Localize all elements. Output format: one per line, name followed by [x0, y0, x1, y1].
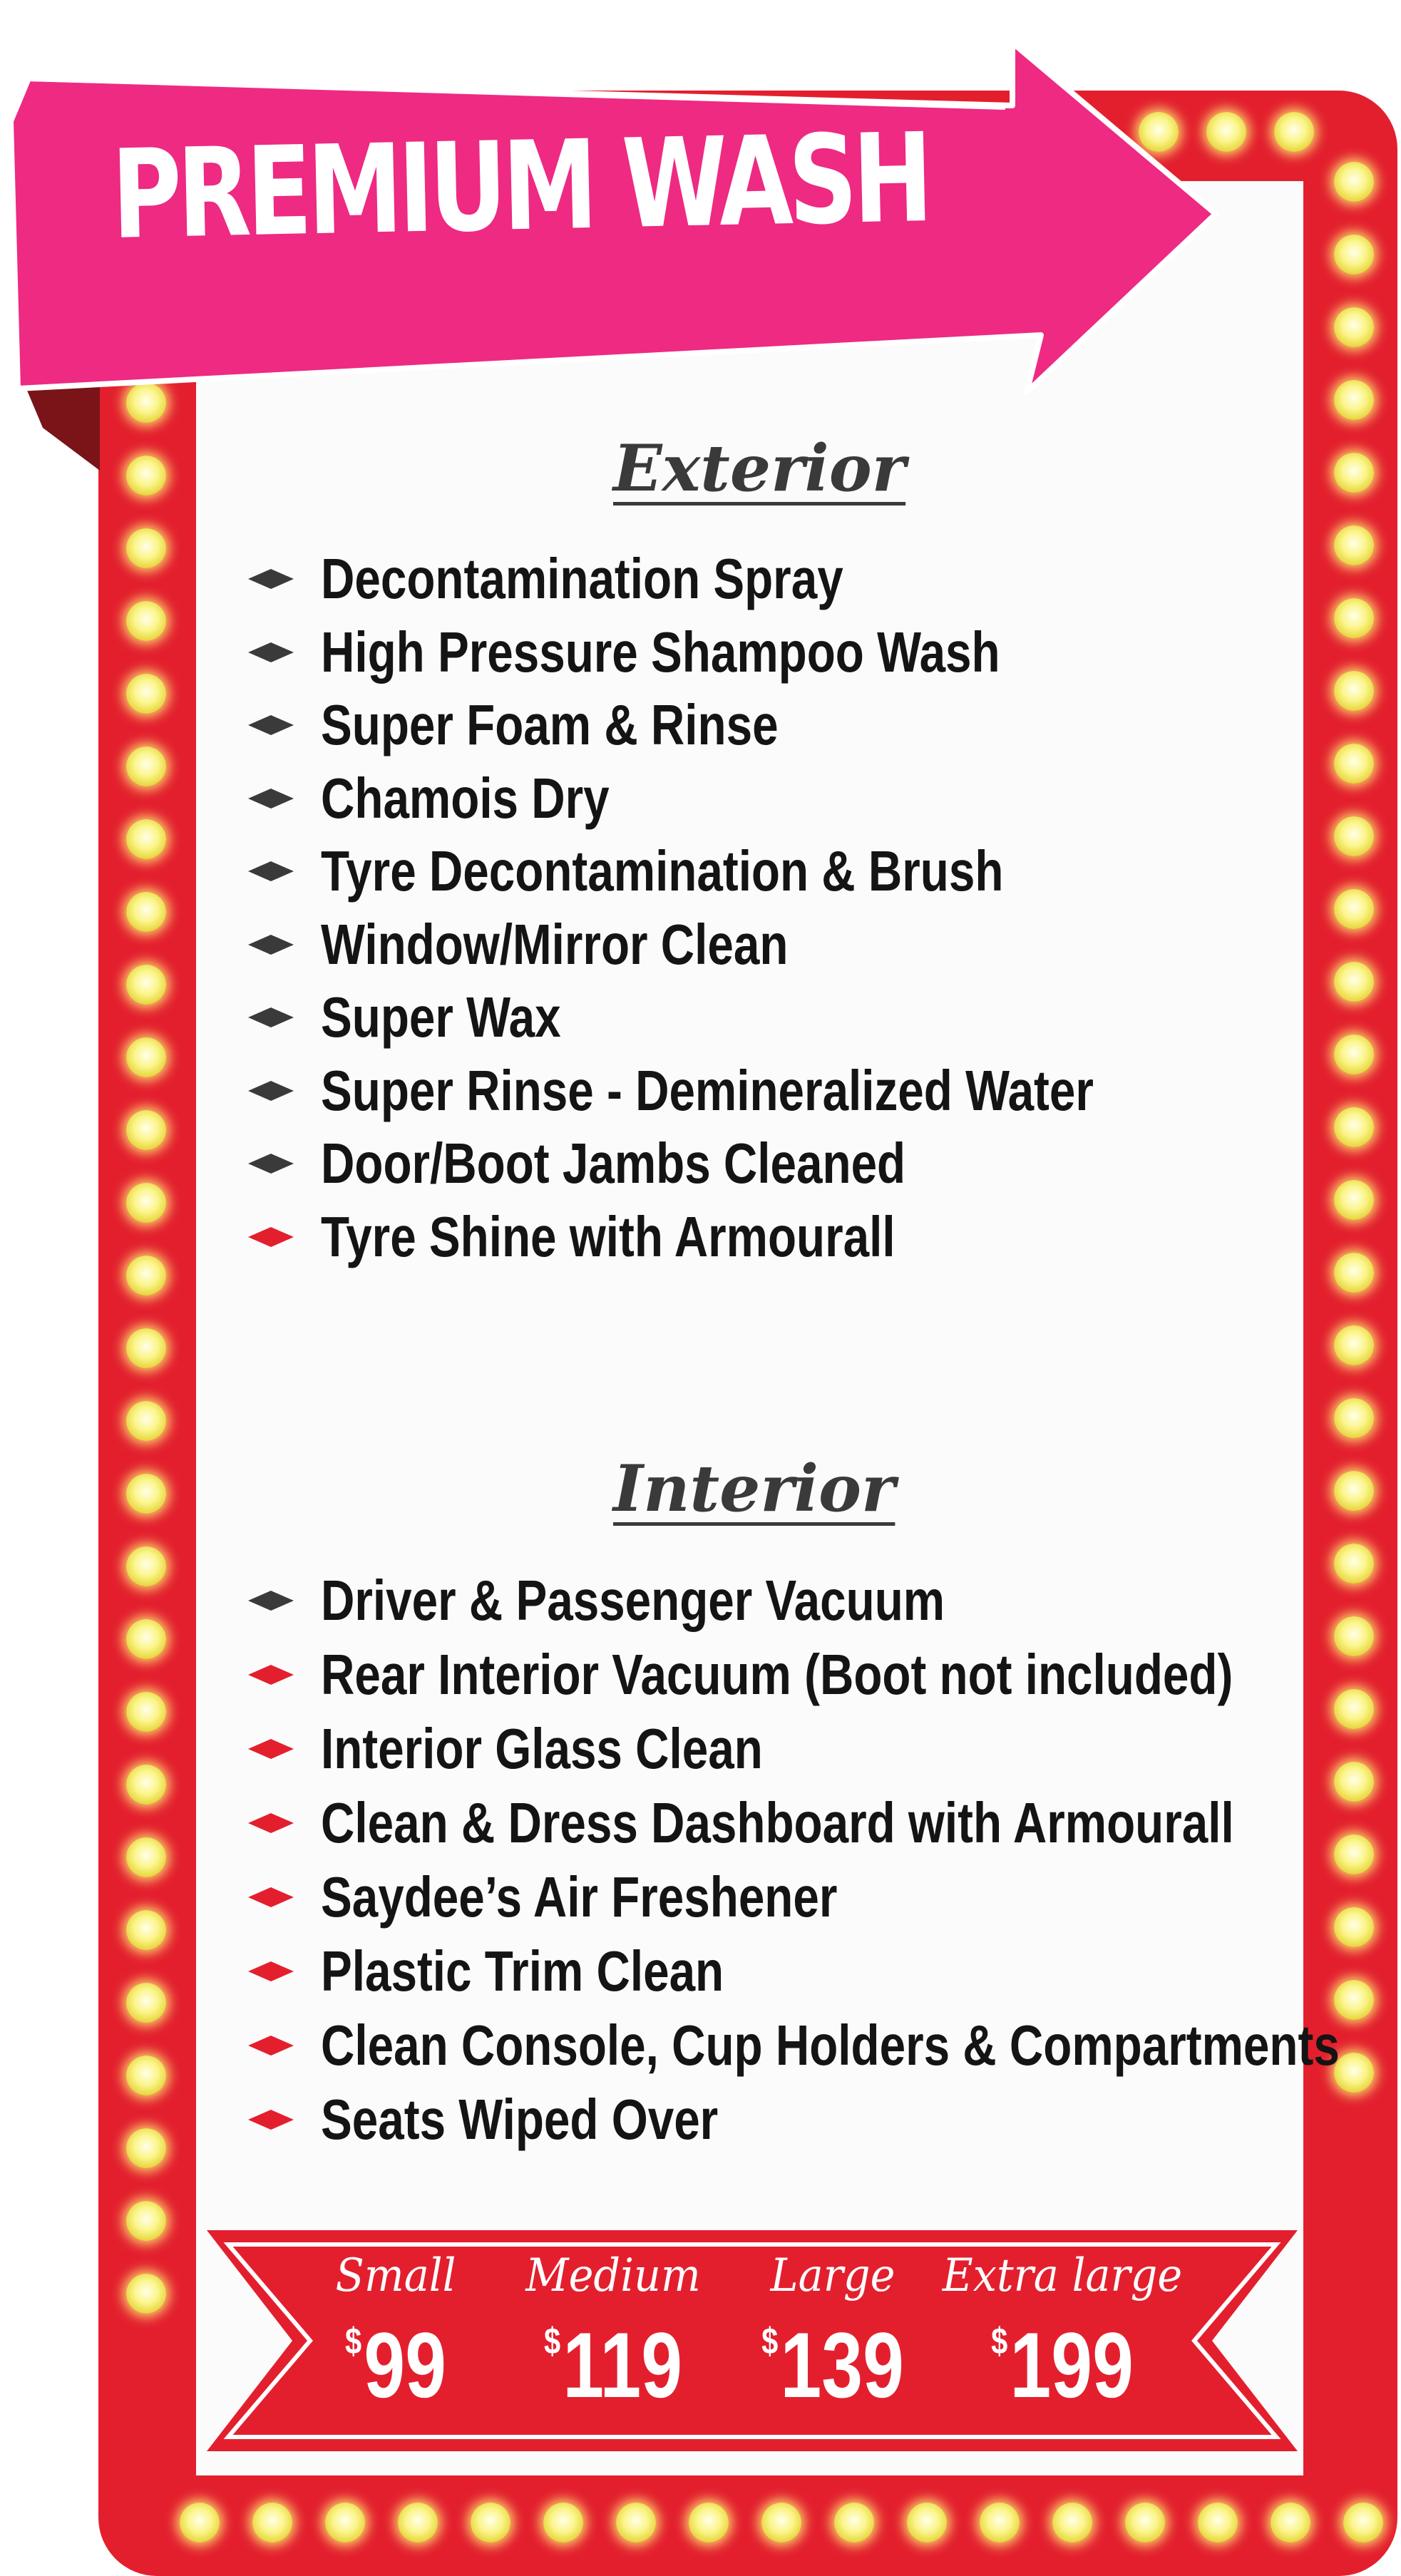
price-amount: $199 — [991, 2313, 1134, 2417]
diamond-bullet-icon — [248, 1007, 294, 1027]
marquee-bulb — [1334, 1180, 1374, 1220]
interior-item-label: Seats Wiped Over — [321, 2088, 719, 2151]
exterior-item-label: High Pressure Shampoo Wash — [321, 620, 1000, 684]
marquee-bulb — [543, 2503, 583, 2542]
interior-item-label: Interior Glass Clean — [321, 1717, 763, 1780]
marquee-bulb — [1334, 1834, 1374, 1874]
exterior-list-item — [0, 1128, 1212, 1199]
marquee-bulb — [1271, 2503, 1310, 2542]
marquee-bulb — [1274, 112, 1314, 152]
interior-list-item — [0, 1936, 1212, 2007]
marquee-bulb — [980, 2503, 1020, 2542]
exterior-item-label: Door/Boot Jambs Cleaned — [321, 1132, 906, 1195]
marquee-bulb — [1052, 2503, 1092, 2542]
exterior-item-label: Super Wax — [321, 985, 561, 1049]
exterior-item-label: Super Foam & Rinse — [321, 693, 779, 756]
marquee-bulb — [1125, 2503, 1165, 2542]
marquee-bulb — [1334, 598, 1374, 638]
marquee-bulb — [1334, 525, 1374, 565]
marquee-bulb — [398, 2503, 438, 2542]
currency-symbol: $ — [543, 2321, 561, 2362]
diamond-bullet-icon — [248, 1591, 294, 1611]
exterior-list-item — [0, 1055, 1212, 1127]
exterior-list-item — [0, 689, 1212, 761]
marquee-bulb — [126, 1328, 166, 1368]
marquee-bulb — [325, 2503, 365, 2542]
currency-symbol: $ — [344, 2321, 362, 2362]
interior-list-item — [0, 1565, 1212, 1636]
marquee-bulb — [1334, 962, 1374, 1002]
marquee-bulb — [1334, 453, 1374, 493]
page-title: PREMIUM WASH — [110, 106, 930, 267]
diamond-bullet-icon — [248, 2110, 294, 2130]
exterior-list-item — [0, 543, 1212, 615]
diamond-bullet-icon — [248, 642, 294, 662]
diamond-bullet-icon — [248, 1665, 294, 1685]
marquee-bulb — [834, 2503, 874, 2542]
marquee-bulb — [1198, 2503, 1238, 2542]
marquee-bulb — [689, 2503, 729, 2542]
marquee-bulb — [1334, 162, 1374, 202]
marquee-bulb — [1334, 235, 1374, 274]
interior-item-label: Rear Interior Vacuum (Boot not included) — [321, 1643, 1233, 1706]
interior-item-label: Clean Console, Cup Holders & Compartments — [321, 2013, 1340, 2077]
marquee-bulb — [761, 2503, 801, 2542]
exterior-item-label: Tyre Shine with Armourall — [321, 1204, 895, 1268]
diamond-bullet-icon — [248, 1739, 294, 1759]
interior-item-label: Saydee’s Air Freshener — [321, 1865, 838, 1929]
diamond-bullet-icon — [248, 1081, 294, 1101]
marquee-bulb — [907, 2503, 947, 2542]
marquee-bulb — [126, 1401, 166, 1441]
marquee-bulb — [126, 2274, 166, 2314]
marquee-bulb — [1334, 816, 1374, 856]
interior-list-item — [0, 1787, 1234, 1859]
interior-heading: Interior — [613, 1451, 895, 1526]
exterior-item-label: Chamois Dry — [321, 766, 610, 830]
marquee-bulb — [1334, 2053, 1374, 2093]
marquee-bulb — [1334, 1107, 1374, 1147]
marquee-bulb — [1334, 1544, 1374, 1584]
interior-list-item — [0, 1713, 1212, 1785]
marquee-bulb — [1334, 1471, 1374, 1511]
marquee-bulb — [1334, 1035, 1374, 1074]
exterior-heading: Exterior — [613, 431, 906, 506]
price-amount: $99 — [344, 2313, 447, 2417]
diamond-bullet-icon — [248, 715, 294, 735]
price-size-label: Small — [335, 2249, 456, 2302]
interior-list-item — [0, 2084, 1212, 2155]
interior-item-label: Driver & Passenger Vacuum — [321, 1569, 945, 1632]
price-size-label: Large — [770, 2249, 895, 2302]
price-amount: $119 — [543, 2313, 683, 2417]
marquee-bulb — [1334, 1325, 1374, 1365]
marquee-bulb — [1334, 889, 1374, 929]
diamond-bullet-icon — [248, 2036, 294, 2056]
currency-symbol: $ — [761, 2321, 779, 2362]
diamond-bullet-icon — [248, 1961, 294, 1981]
exterior-list-item — [0, 982, 1212, 1053]
exterior-item-label: Tyre Decontamination & Brush — [321, 839, 1004, 903]
marquee-bulb — [252, 2503, 292, 2542]
marquee-bulb — [1334, 307, 1374, 347]
exterior-item-label: Decontamination Spray — [321, 547, 843, 610]
diamond-bullet-icon — [248, 569, 294, 589]
price-amount: $139 — [761, 2313, 904, 2417]
exterior-item-label: Super Rinse - Demineralized Water — [321, 1058, 1094, 1122]
interior-item-label: Clean & Dress Dashboard with Armourall — [321, 1791, 1234, 1854]
marquee-bulb — [1334, 1616, 1374, 1656]
marquee-bulb — [1334, 1907, 1374, 1947]
interior-list-item — [0, 1862, 1212, 1933]
exterior-list-item — [0, 909, 1212, 980]
diamond-bullet-icon — [248, 1154, 294, 1174]
marquee-bulb — [1334, 1398, 1374, 1438]
interior-list-item — [0, 1639, 1233, 1710]
exterior-list-item — [0, 836, 1212, 907]
exterior-list-item — [0, 617, 1212, 688]
interior-list-item — [0, 2010, 1340, 2081]
diamond-bullet-icon — [248, 1227, 294, 1247]
diamond-bullet-icon — [248, 789, 294, 809]
diamond-bullet-icon — [248, 1813, 294, 1833]
marquee-bulb — [1334, 1253, 1374, 1293]
marquee-bulb — [471, 2503, 510, 2542]
price-size-label: Extra large — [942, 2249, 1183, 2302]
diamond-bullet-icon — [248, 861, 294, 881]
marquee-bulb — [1334, 380, 1374, 420]
marquee-bulb — [616, 2503, 656, 2542]
marquee-bulb — [180, 2503, 220, 2542]
diamond-bullet-icon — [248, 1887, 294, 1907]
marquee-bulb — [126, 1474, 166, 1514]
diamond-bullet-icon — [248, 935, 294, 955]
marquee-bulb — [1334, 1762, 1374, 1802]
marquee-bulb — [1334, 744, 1374, 784]
interior-item-label: Plastic Trim Clean — [321, 1939, 724, 2003]
exterior-list-item — [0, 1201, 1212, 1273]
marquee-bulb — [126, 2201, 166, 2241]
exterior-item-label: Window/Mirror Clean — [321, 912, 789, 976]
marquee-bulb — [1343, 2503, 1383, 2542]
marquee-bulb — [1334, 671, 1374, 711]
currency-symbol: $ — [991, 2321, 1008, 2362]
price-size-label: Medium — [525, 2249, 701, 2302]
marquee-bulb — [1334, 1980, 1374, 2020]
exterior-list-item — [0, 763, 1212, 834]
marquee-bulb — [1334, 1689, 1374, 1729]
